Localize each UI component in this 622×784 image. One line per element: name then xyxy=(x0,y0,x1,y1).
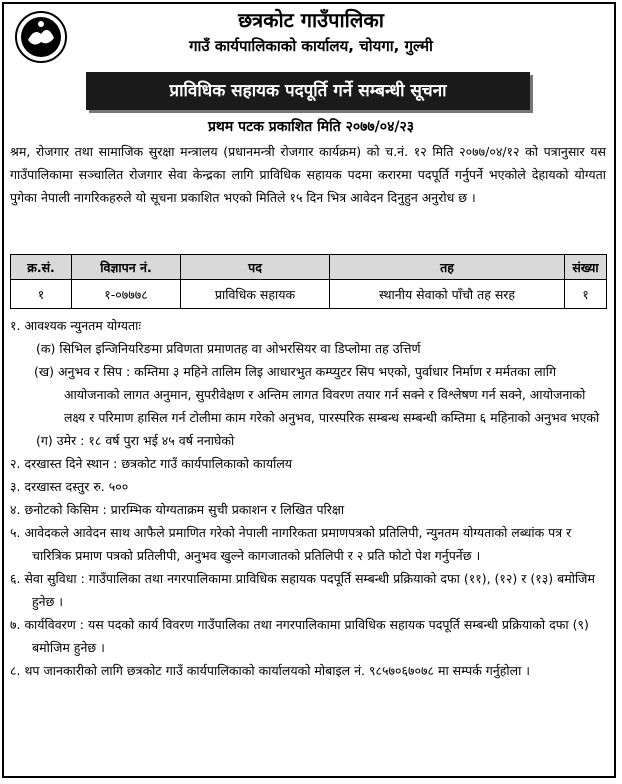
vacancy-table xyxy=(10,254,607,309)
section-1-a: (क) सिभिल इन्जिनियरिङमा प्रविणता प्रमाणतह वा ओभरसियर वा डिप्लोमा तह उत्तिर्ण xyxy=(36,341,421,356)
section-4: ४. छनोटको किसिम : प्रारम्भिक योग्यताक्रम सुची प्रकाशन र लिखित परिक्षा xyxy=(10,502,345,517)
table-header-cell: विज्ञापन नं. xyxy=(72,255,181,280)
table-cell: स्थानीय सेवाको पाँचौ तह सरह xyxy=(330,280,565,309)
section-3: ३. दरखास्त दस्तुर रु. ५०० xyxy=(10,479,129,494)
section-1-b: (ख) अनुभव र सिप : कम्तिमा ३ महिने तालिम लिइ आधारभुत कम्प्युटर सिप भएको, पुर्वाधार निर्माण र मर्मतका लागि आयोजनाको लागत अनुमान, सुपरीवेक्षण र अन्तिम लागत विवरण तयार गर्न सक्ने र विश्लेषण गर्न सक्ने, आयोजनाको लक्ष्य र परिमाण हासिल गर्न टोलीमा काम गरेको अनुभव, पारस्परिक सम्बन्ध सम्बन्धी कम्तिमा ६ महिनाको अनुभव भएको xyxy=(34,364,600,425)
office-subtitle: गाउँ कार्यपालिकाको कार्यालय, चोयगा, गुल्मी xyxy=(189,37,433,55)
table-header-cell: संख्या xyxy=(565,255,607,280)
table-cell: १-०७७७८ xyxy=(72,280,181,309)
table-header-row xyxy=(11,255,607,280)
section-8: ८. थप जानकारीको लागि छत्रकोट गाउँ कार्यपालिकाको कार्यालयको मोबाइल नं. ९८५७०६७०७८ मा सम्पर्क गर्नुहोला । xyxy=(10,663,531,678)
publication-date: प्रथम पटक प्रकाशित मिति २०७७/०४/२३ xyxy=(207,119,415,135)
section-7: ७. कार्यविवरण : यस पदको कार्य विवरण गाउँपालिका तथा नगरपालिकामा प्राविधिक सहायक पदपूर्ति सम्बन्धी प्रक्रियाको दफा (९) बमोजिम हुनेछ । xyxy=(10,617,589,655)
notice-body xyxy=(10,314,608,682)
section-6: ६. सेवा सुविधा : गाउँपालिका तथा नगरपालिकामा प्राविधिक सहायक पदपूर्ति सम्बन्धी प्रक्रियाको दफा (११), (१२) र (१३) बमोजिम हुनेछ । xyxy=(10,571,595,609)
table-header-cell: क्र.सं. xyxy=(11,255,72,280)
section-2: २. दरखास्त दिने स्थान : छत्रकोट गाउँ कार्यपालिकाको कार्यालय xyxy=(10,456,293,471)
section-1-c: (ग) उमेर : १८ वर्ष पुरा भई ४५ वर्ष ननाघेको xyxy=(36,433,235,448)
table-cell: १ xyxy=(11,280,72,309)
office-title: छत्रकोट गाउँपालिका xyxy=(238,8,384,32)
section-1-title: १. आवश्यक न्युनतम योग्यताः xyxy=(10,318,141,333)
table-header-cell: पद xyxy=(181,255,330,280)
table-row xyxy=(11,280,607,309)
table-cell: १ xyxy=(565,280,607,309)
table-cell: प्राविधिक सहायक xyxy=(181,280,330,309)
section-5: ५. आवेदकले आवेदन साथ आफैले प्रमाणित गरेको नेपाली नागरिकता प्रमाणपत्रको प्रतिलिपी, न्युनतम योग्यताको लब्धांक पत्र र चारित्रिक प्रमाण पत्रको प्रतिलीपी, अनुभव खुल्ने कागजातको प्रतिलिपी र २ प्रति फोटो पेश गर्नुपर्नेछ । xyxy=(10,525,572,563)
intro-paragraph: श्रम, रोजगार तथा सामाजिक सुरक्षा मन्त्रालय (प्रधानमन्त्री रोजगार कार्यक्रम) को च.नं. १२ मिति २०७७/०४/१२ को पत्रानुसार यस गाउँपालिकामा सञ्चालित रोजगार सेवा केन्द्रका लागि प्राविधिक सहायक पदमा करारमा पदपूर्ति गर्नुपर्ने भएकोले देहायको योग्यता पुगेका नेपाली नागरिकहरुले यो सूचना प्रकाशित भएको मितिले १५ दिन भित्र आवेदन दिनुहुन अनुरोध छ । xyxy=(10,144,606,205)
table-header-cell: तह xyxy=(330,255,565,280)
notice-banner: प्राविधिक सहायक पदपूर्ति गर्ने सम्बन्धी सूचना xyxy=(86,72,530,110)
